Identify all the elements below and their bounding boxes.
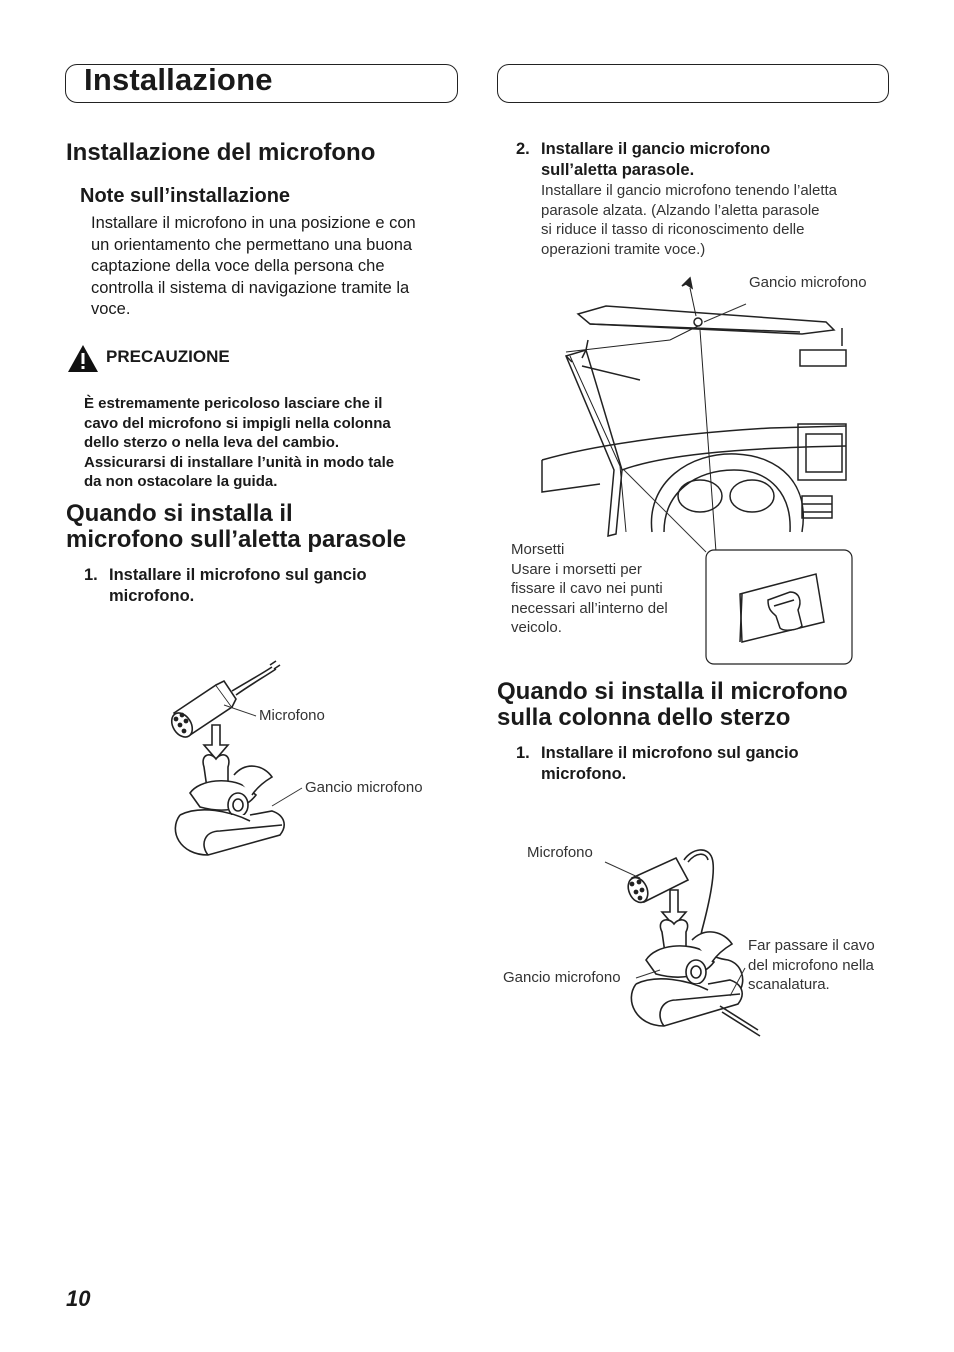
fig3-mic-label: Microfono	[527, 844, 593, 861]
notes-text: Installare il microfono in una posizione e con un orientamento che permettano una buona captazione della voce della persona che controlla il sistema di navigazione tramite la voce.	[91, 214, 416, 318]
fig2-clamps-note: Morsetti Usare i morsetti per fissare il cavo nei punti necessari all’interno del veicolo.	[511, 541, 668, 636]
notes-title: Note sull’installazione	[80, 185, 291, 207]
section-title-steering-column: Quando si installa il microfono sulla colonna dello sterzo	[497, 678, 848, 731]
section-title-sun-visor: Quando si installa il microfono sull’aletta parasole	[66, 500, 407, 553]
step-install-mic-on-clip: 1. Installare il microfono sul gancio microfono.	[84, 566, 367, 605]
step2-note: Installare il gancio microfono tenendo l’aletta parasole alzata. (Alzando l’aletta parasole si riduce il tasso di riconoscimento delle operazioni tramite voce.)	[541, 182, 838, 258]
fig3-clip-label: Gancio microfono	[503, 969, 621, 986]
caution-text: È estremamente pericoloso lasciare che il cavo del microfono si impigli nella colonna dello sterzo o nella leva del cambio. Assicurarsi di installare l’unità in modo tale da non ostacolare la guida.	[84, 395, 395, 490]
step-install-mic-on-clip-column: 1. Installare il microfono sul gancio microfono.	[516, 744, 799, 783]
fig1-clip-label: Gancio microfono	[305, 779, 423, 796]
caution-label: PRECAUZIONE	[106, 347, 230, 366]
fig1-mic-label: Microfono	[259, 707, 325, 724]
page-title: Installazione	[84, 62, 273, 97]
step-install-clip-on-visor: 2. Installare il gancio microfono sull’aletta parasole.	[516, 140, 771, 179]
page-number: 10	[66, 1286, 91, 1311]
section-title-mic-install: Installazione del microfono	[66, 139, 376, 166]
fig3-groove-note: Far passare il cavo del microfono nella scanalatura.	[748, 937, 875, 993]
fig2-clip-label: Gancio microfono	[749, 274, 867, 291]
